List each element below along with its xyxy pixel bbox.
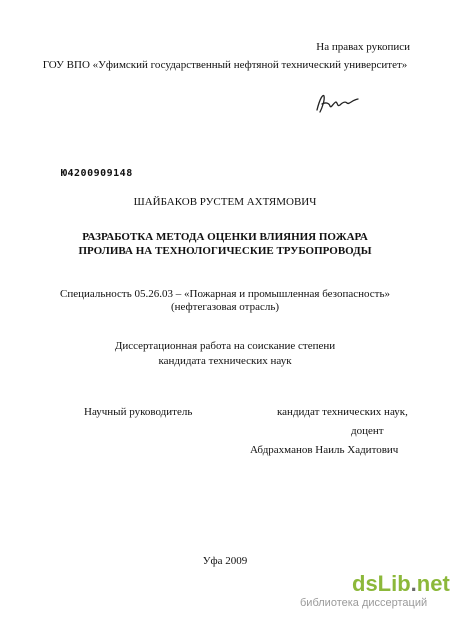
thesis-title-line-2: ПРОЛИВА НА ТЕХНОЛОГИЧЕСКИЕ ТРУБОПРОВОДЫ (78, 245, 372, 257)
author-name: ШАЙБАКОВ РУСТЕМ АХТЯМОВИЧ (133, 196, 317, 208)
specialty-line-2: (нефтегазовая отрасль) (170, 301, 280, 313)
degree-line-1: Диссертационная работа на соискание степени (114, 340, 336, 352)
degree-line-2: кандидата технических наук (158, 355, 292, 367)
city-year: Уфа 2009 (202, 555, 248, 567)
specialty-line-1: Специальность 05.26.03 – «Пожарная и промышленная безопасность» (60, 288, 390, 300)
supervisor-name: Абдрахманов Наиль Хадитович (250, 444, 399, 456)
supervisor-degree: кандидат технических наук, (277, 406, 408, 418)
supervisor-label: Научный руководитель (84, 406, 193, 418)
rights-notice: На правах рукописи (316, 41, 410, 53)
thesis-title-line-1: РАЗРАБОТКА МЕТОДА ОЦЕНКИ ВЛИЯНИЯ ПОЖАРА (82, 231, 368, 243)
signature-mark (314, 90, 362, 116)
watermark-logo-tld: net (416, 571, 450, 596)
watermark-logo-main: dsLib (352, 571, 411, 596)
registration-number: Ю4200909148 (61, 168, 133, 179)
institution-name: ГОУ ВПО «Уфимский государственный нефтяной технический университет» (42, 59, 408, 71)
watermark-subtitle: библиотека диссертаций (300, 597, 428, 609)
supervisor-rank: доцент (351, 425, 384, 437)
watermark-logo (352, 572, 450, 596)
watermark-logo-dot: . (410, 571, 417, 596)
